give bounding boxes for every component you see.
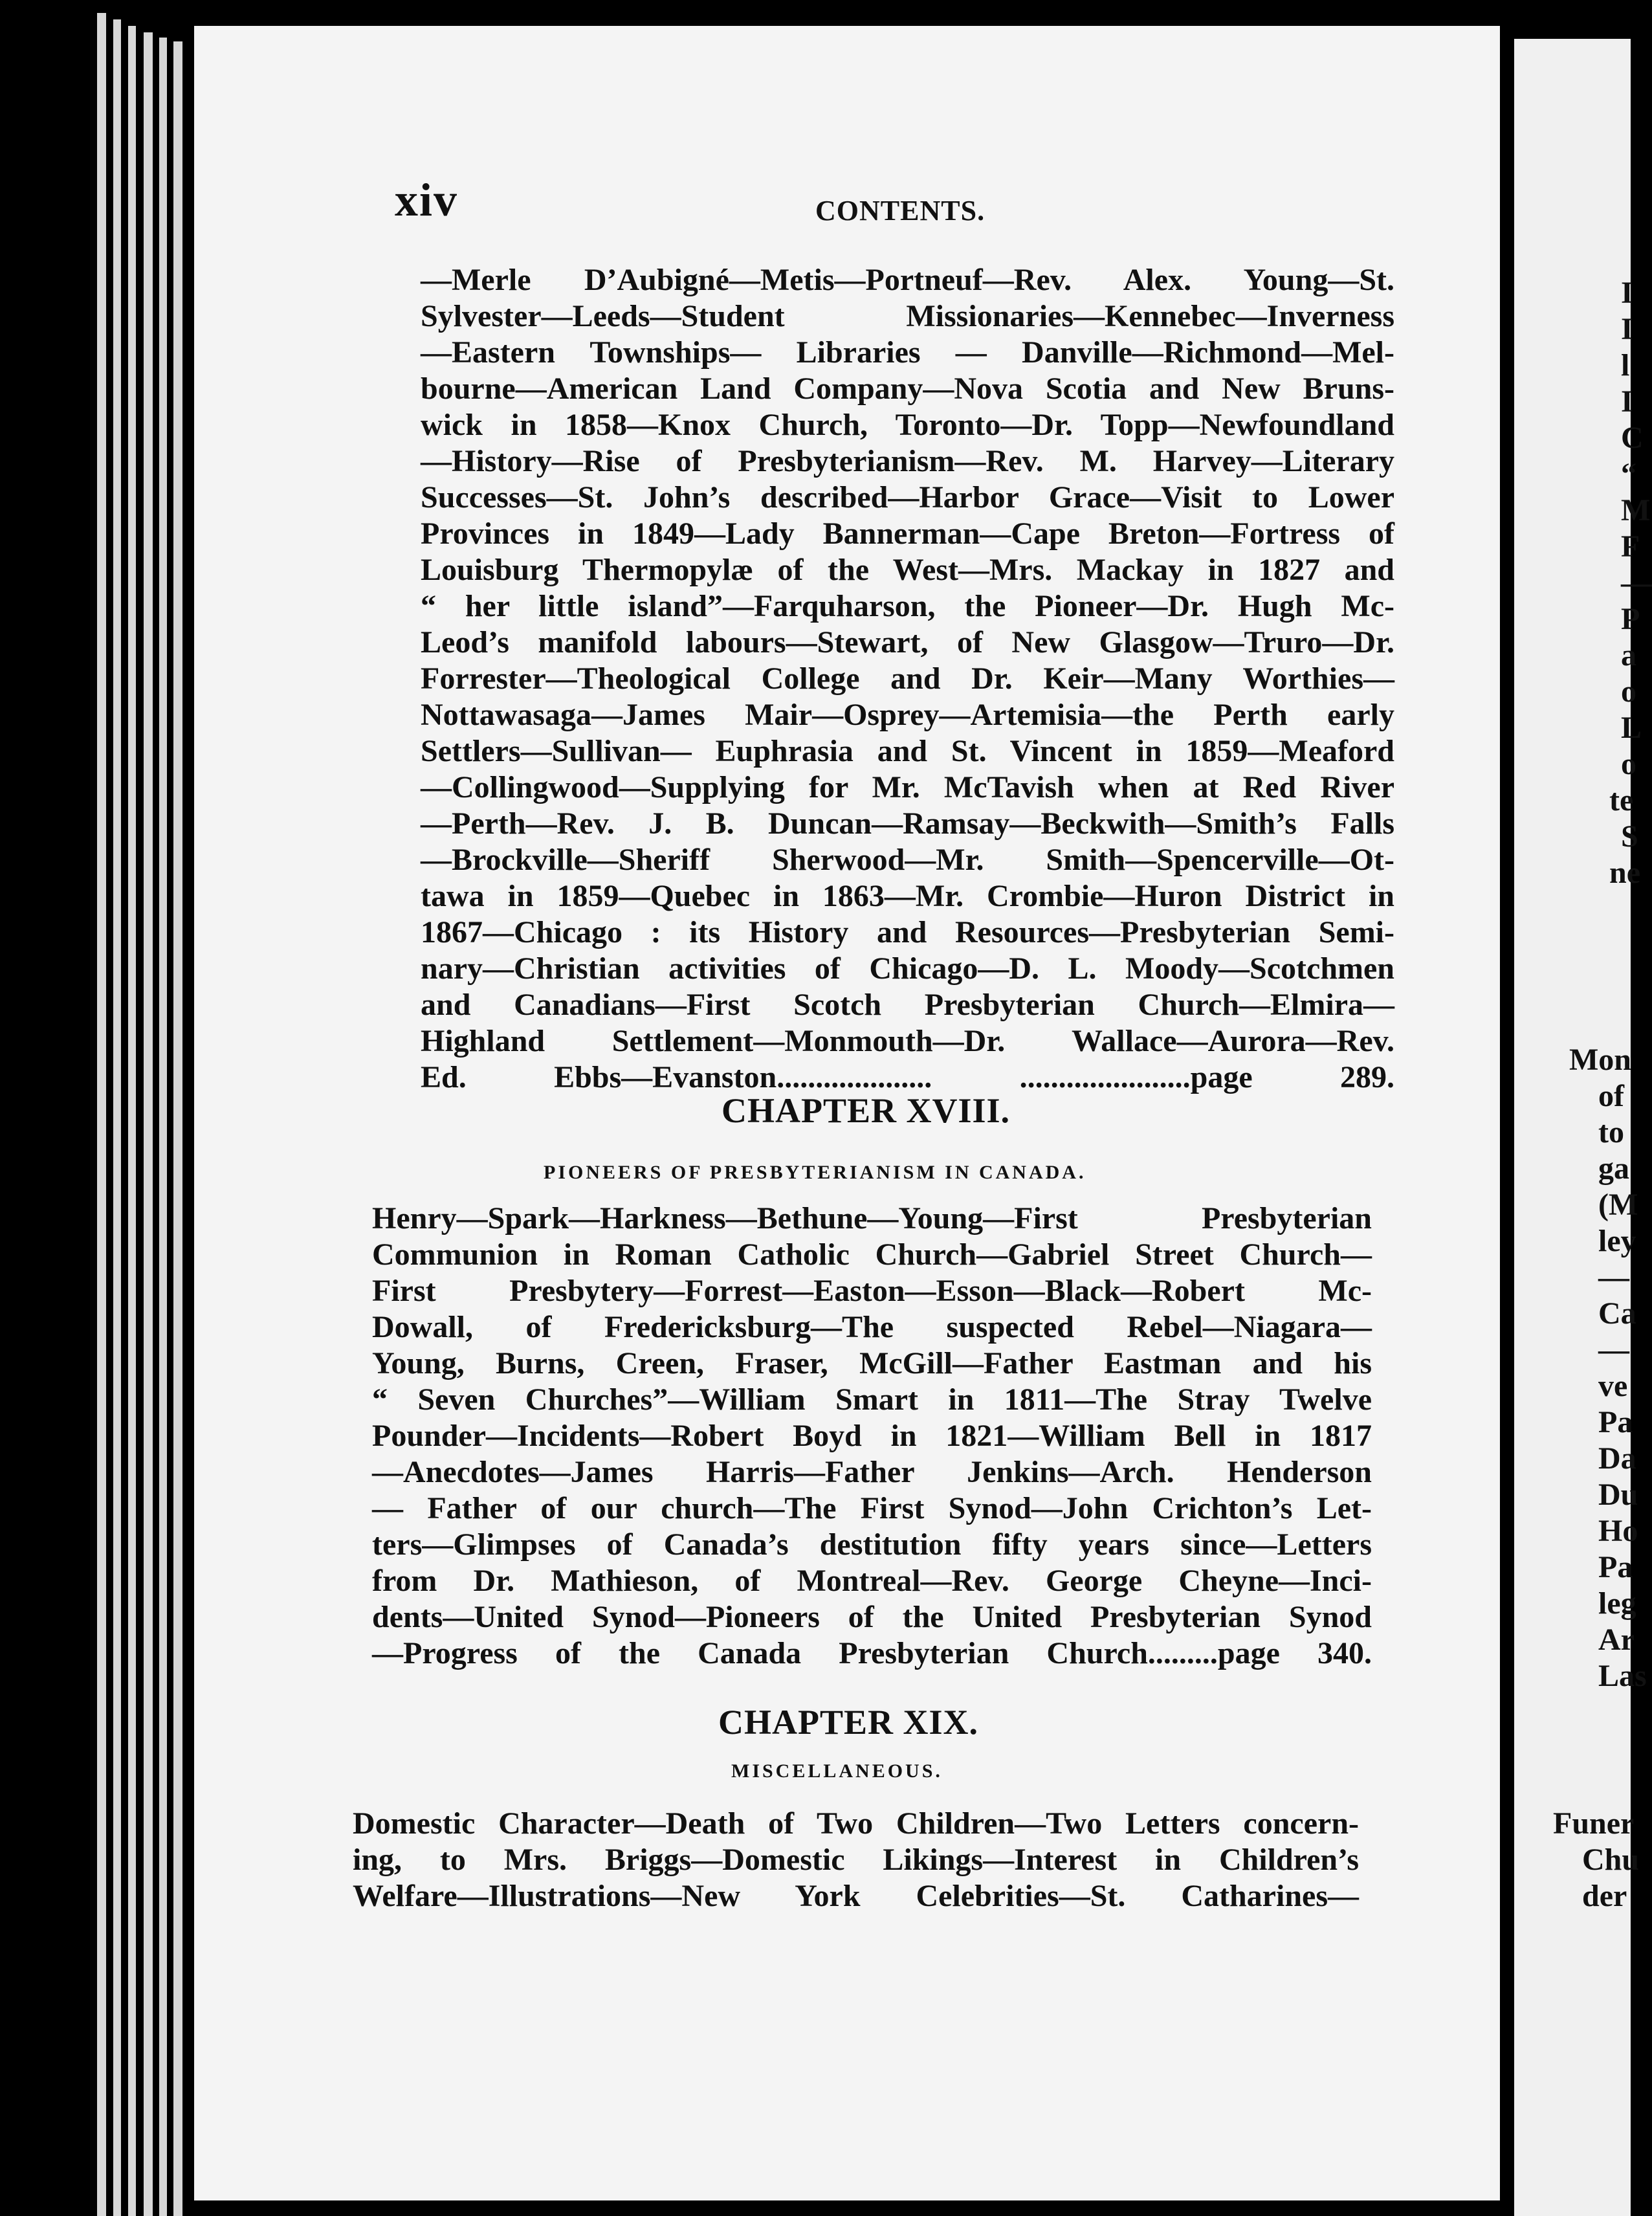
page-edge bbox=[113, 19, 121, 2216]
text-line: Successes—St. John’s described—Harbor Grace—Visit to Lower bbox=[421, 480, 1394, 515]
page-edge bbox=[144, 32, 153, 2216]
facing-page-fragment-text: ley bbox=[1598, 1224, 1636, 1258]
text-line: bourne—American Land Company—Nova Scotia and New Bruns- bbox=[421, 371, 1394, 406]
facing-page-fragment-text: leg bbox=[1598, 1586, 1636, 1621]
text-line: from Dr. Mathieson, of Montreal—Rev. George Cheyne—Inci- bbox=[372, 1564, 1372, 1598]
text-line: tawa in 1859—Quebec in 1863—Mr. Crombie—Huron District in bbox=[421, 879, 1394, 913]
facing-page-fragment-text: (M bbox=[1598, 1188, 1638, 1222]
text-line: —Perth—Rev. J. B. Duncan—Ramsay—Beckwith—Smith’s Falls bbox=[421, 806, 1394, 841]
facing-page-fragment-text: l bbox=[1621, 348, 1630, 382]
text-line: —Merle D’Aubigné—Metis—Portneuf—Rev. Alex. Young—St. bbox=[421, 263, 1394, 297]
chapter-19-title: CHAPTER XIX. bbox=[718, 1703, 979, 1742]
chapter-17-summary bbox=[421, 262, 1394, 1096]
chapter-19-summary bbox=[353, 1806, 1359, 1914]
facing-page-fragment-text: M bbox=[1621, 493, 1651, 527]
page-edge bbox=[97, 13, 106, 2216]
text-line: dents—United Synod—Pioneers of the United Presbyterian Synod bbox=[372, 1600, 1372, 1634]
facing-page-fragment-text: “ bbox=[1621, 457, 1636, 491]
facing-page-fragment-text: o bbox=[1621, 747, 1636, 781]
facing-page-fragment-text: der bbox=[1582, 1879, 1627, 1913]
facing-page-fragment-text: — bbox=[1621, 566, 1652, 600]
text-line: Forrester—Theological College and Dr. Keir—Many Worthies— bbox=[421, 661, 1394, 696]
facing-page-fragment-text: of bbox=[1598, 1079, 1624, 1113]
text-line: —Progress of the Canada Presbyterian Church.........page 340. bbox=[372, 1636, 1372, 1670]
text-line: ing, to Mrs. Briggs—Domestic Likings—Interest in Children’s bbox=[353, 1843, 1359, 1877]
facing-page-fragment-text: — bbox=[1598, 1260, 1629, 1294]
text-line: First Presbytery—Forrest—Easton—Esson—Black—Robert Mc- bbox=[372, 1274, 1372, 1308]
facing-page-fragment-text: Da bbox=[1598, 1441, 1636, 1476]
chapter-19-subtitle: MISCELLANEOUS. bbox=[731, 1760, 943, 1782]
facing-page-fragment-text: F bbox=[1621, 529, 1640, 564]
text-line: Young, Burns, Creen, Fraser, McGill—Father Eastman and his bbox=[372, 1346, 1372, 1380]
text-line: Provinces in 1849—Lady Bannerman—Cape Breton—Fortress of bbox=[421, 516, 1394, 551]
facing-page-fragment-text: Ar bbox=[1598, 1623, 1635, 1657]
facing-page-fragment-text: to bbox=[1598, 1115, 1624, 1149]
text-line: Communion in Roman Catholic Church—Gabriel Street Church— bbox=[372, 1237, 1372, 1272]
text-line: Sylvester—Leeds—Student Missionaries—Kennebec—Inverness bbox=[421, 299, 1394, 333]
text-line: wick in 1858—Knox Church, Toronto—Dr. Topp—Newfoundland bbox=[421, 408, 1394, 442]
facing-page-fragment-text: Mon bbox=[1569, 1043, 1631, 1077]
facing-page-fragment-text: L bbox=[1621, 711, 1642, 745]
text-line: “ her little island”—Farquharson, the Pioneer—Dr. Hugh Mc- bbox=[421, 589, 1394, 623]
text-line: Settlers—Sullivan— Euphrasia and St. Vincent in 1859—Meaford bbox=[421, 734, 1394, 768]
text-line: Nottawasaga—James Mair—Osprey—Artemisia—the Perth early bbox=[421, 698, 1394, 732]
text-line: —Collingwood—Supplying for Mr. McTavish when at Red River bbox=[421, 770, 1394, 804]
facing-page-fragment-text: Ho bbox=[1598, 1514, 1638, 1548]
facing-page-fragment-text: S bbox=[1621, 819, 1638, 854]
text-line: 1867—Chicago : its History and Resources—Presbyterian Semi- bbox=[421, 915, 1394, 949]
facing-page-fragment-text: — bbox=[1598, 1333, 1629, 1367]
page-number: xiv bbox=[395, 174, 459, 226]
facing-page-fragment-text: Funer bbox=[1553, 1806, 1635, 1841]
facing-page-fragment-text: I bbox=[1621, 312, 1633, 346]
facing-page-fragment-text: Pa bbox=[1598, 1550, 1633, 1584]
text-line: “ Seven Churches”—William Smart in 1811—The Stray Twelve bbox=[372, 1382, 1372, 1417]
page-edge bbox=[173, 41, 182, 2216]
text-line: Dowall, of Fredericksburg—The suspected Rebel—Niagara— bbox=[372, 1310, 1372, 1344]
facing-page-fragment-text: Pa bbox=[1598, 1405, 1633, 1439]
facing-page-fragment-text: C bbox=[1621, 421, 1644, 455]
chapter-18-summary bbox=[372, 1201, 1372, 1672]
text-line: ters—Glimpses of Canada’s destitution fifty years since—Letters bbox=[372, 1527, 1372, 1562]
facing-page-fragment-text: P bbox=[1621, 602, 1640, 636]
text-line: —Eastern Townships— Libraries — Danville—Richmond—Mel- bbox=[421, 335, 1394, 370]
chapter-18-subtitle: PIONEERS OF PRESBYTERIANISM IN CANADA. bbox=[544, 1162, 1086, 1183]
running-head: CONTENTS. bbox=[815, 195, 986, 227]
page-edge bbox=[159, 38, 167, 2216]
facing-page-fragment-text: I bbox=[1621, 384, 1633, 419]
facing-page-fragment-text: a bbox=[1621, 638, 1636, 672]
text-line: Highland Settlement—Monmouth—Dr. Wallace—Aurora—Rev. bbox=[421, 1024, 1394, 1058]
chapter-18-title: CHAPTER XVIII. bbox=[721, 1091, 1011, 1130]
text-line: — Father of our church—The First Synod—John Crichton’s Let- bbox=[372, 1491, 1372, 1525]
text-line: nary—Christian activities of Chicago—D. L. Moody—Scotchmen bbox=[421, 951, 1394, 986]
text-line: —Brockville—Sheriff Sherwood—Mr. Smith—Spencerville—Ot- bbox=[421, 843, 1394, 877]
facing-page-fragment-text: o bbox=[1621, 674, 1636, 709]
text-line: and Canadians—First Scotch Presbyterian Church—Elmira— bbox=[421, 988, 1394, 1022]
page-edge bbox=[128, 26, 136, 2216]
facing-page-fragment-text: ve bbox=[1598, 1369, 1628, 1403]
text-line: Henry—Spark—Harkness—Bethune—Young—First Presbyterian bbox=[372, 1201, 1372, 1235]
facing-page-fragment-text: te bbox=[1609, 783, 1634, 817]
text-line: Ed. Ebbs—Evanston.................... ......................page 289. bbox=[421, 1060, 1394, 1094]
text-line: Domestic Character—Death of Two Children—Two Letters concern- bbox=[353, 1806, 1359, 1841]
text-line: Louisburg Thermopylæ of the West—Mrs. Mackay in 1827 and bbox=[421, 553, 1394, 587]
facing-page-fragment-text: I bbox=[1621, 276, 1633, 310]
text-line: Welfare—Illustrations—New York Celebrities—St. Catharines— bbox=[353, 1879, 1359, 1913]
text-line: —Anecdotes—James Harris—Father Jenkins—Arch. Henderson bbox=[372, 1455, 1372, 1489]
facing-page-fragment-text: ne bbox=[1609, 856, 1640, 890]
facing-page-fragment-text: Las bbox=[1598, 1659, 1647, 1693]
text-line: Leod’s manifold labours—Stewart, of New Glasgow—Truro—Dr. bbox=[421, 625, 1394, 659]
facing-page-fragment-text: Du bbox=[1598, 1478, 1638, 1512]
text-line: Pounder—Incidents—Robert Boyd in 1821—William Bell in 1817 bbox=[372, 1419, 1372, 1453]
facing-page-fragment-text: Chu bbox=[1582, 1843, 1640, 1877]
facing-page-fragment-text: ga bbox=[1598, 1151, 1629, 1186]
text-line: —History—Rise of Presbyterianism—Rev. M. Harvey—Literary bbox=[421, 444, 1394, 478]
facing-page-fragment-text: Ca bbox=[1598, 1296, 1636, 1331]
